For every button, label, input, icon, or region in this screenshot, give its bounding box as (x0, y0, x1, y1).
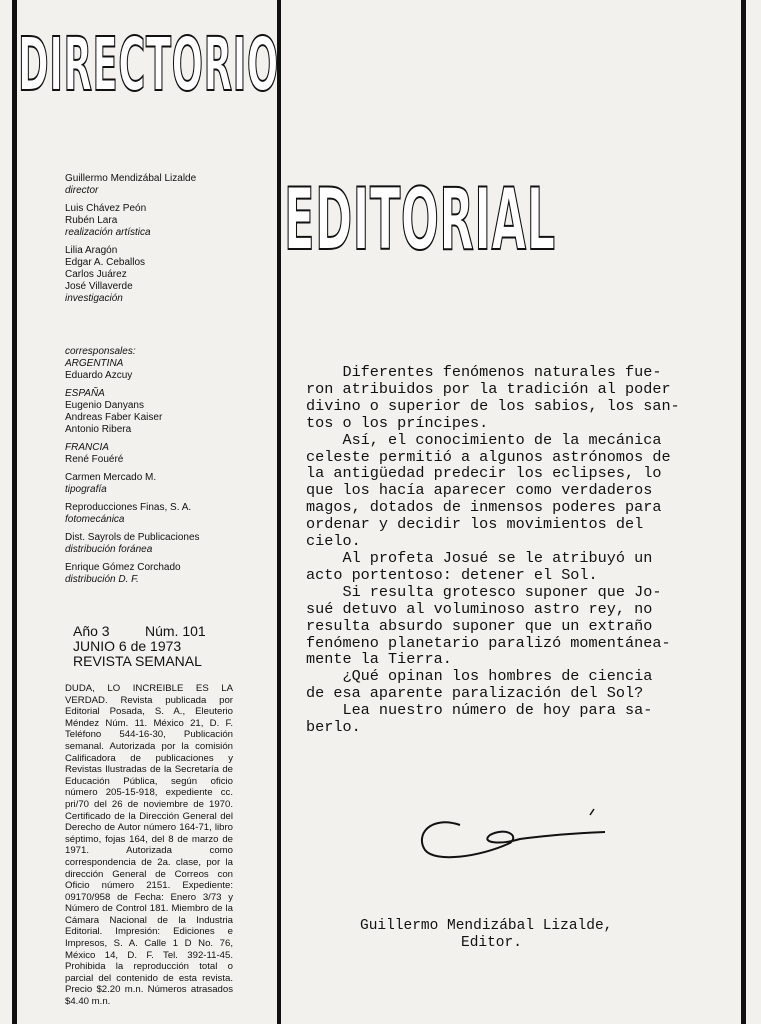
editorial-signoff (306, 918, 716, 952)
editorial-line: fenómeno planetario paralizó momentánea- (306, 633, 671, 652)
left-border-rule (12, 0, 17, 1024)
issue-type: REVISTA SEMANAL (73, 653, 202, 669)
staff-name: José Villaverde (65, 281, 133, 292)
correspondent-name: Andreas Faber Kaiser (65, 412, 163, 423)
editorial-line: cielo. (306, 532, 361, 551)
editorial-line: resulta absurdo suponer que un extraño (306, 616, 653, 635)
column-divider-rule (277, 0, 281, 1024)
staff-name: Edgar A. Ceballos (65, 257, 146, 268)
editorial-line: celeste permitió a algunos astrónomos de (306, 447, 671, 466)
staff-name: Carlos Juárez (65, 269, 127, 280)
editorial-line: que los hacía aparecer como verdaderos (306, 481, 653, 500)
correspondent-name: Eduardo Azcuy (65, 370, 133, 381)
editorial-line: acto portentoso: detener el Sol. (306, 565, 598, 584)
editor-signature (410, 805, 620, 865)
country-label: ARGENTINA (65, 358, 124, 369)
correspondent-name: René Fouéré (65, 454, 124, 465)
legal-notice (65, 683, 233, 1008)
country-label: ESPAÑA (65, 388, 105, 399)
staff-name: Rubén Lara (65, 215, 118, 226)
editorial-line: Si resulta grotesco suponer que Jo- (306, 582, 662, 601)
legal-text: Revista publicada por Editorial Posada, S. A., Eleuterio Méndez Núm. 11. México 21, D. F. Teléfono 544-16-30, Publicación semanal. Autorizada por la comisión Calificadora de publicaciones y Revistas Ilustradas de la Secretaría de Educación Pública, según oficio número 205-15-918, expediente cc. pri/70 del 26 de noviembre de 1970. Certificado de la Dirección General del Derecho de Autor número 164-71, libro séptimo, fojas 164, del 8 de marzo de 1971. Autorizada como correspondencia de 2a. clase, por la dirección General de Correos con Oficio número 2151. Expediente: 09170/958 de Fecha: Enero 3/73 y Número de Control 181. Miembro de la Cámara Nacional de la Industria Editorial. Impresión: Ediciones e Impresos, S. A. Calle 1 D No. 76, México 14, D. F. Tel. 392-11-45. Prohibida la reproducción total o parcial del contenido de esta revista. Precio $2.20 m.n. Números atrasados $4.40 m.n. (65, 694, 233, 1008)
staff-role: investigación (65, 293, 123, 304)
staff-group (65, 245, 235, 305)
credit-name: Carmen Mercado M. (65, 472, 157, 483)
signature-name: Guillermo Mendizábal Lizalde, (360, 918, 613, 934)
credit-role: fotomecánica (65, 514, 125, 525)
editorial-title: EDITORIAL (284, 170, 556, 270)
staff-name: Guillermo Mendizábal Lizalde (65, 173, 197, 184)
issue-info (73, 624, 206, 669)
credit-role: tipografía (65, 484, 107, 495)
editorial-line: Lea nuestro número de hoy para sa- (306, 701, 653, 720)
right-border-rule (741, 0, 746, 1024)
editorial-line: sué detuvo al voluminoso astro rey, no (306, 599, 653, 618)
editorial-line: berlo. (306, 718, 361, 737)
credit-role: distribución D. F. (65, 574, 139, 585)
editorial-body (306, 364, 716, 736)
editorial-line: la antigüedad predecir los eclipses, lo (306, 464, 662, 483)
staff-group (65, 203, 235, 239)
correspondents-label: corresponsales: (65, 346, 136, 357)
legal-heading: DUDA, LO INCREIBLE ES LA VERDAD. (65, 683, 233, 706)
editorial-line: Diferentes fenómenos naturales fue- (306, 363, 662, 381)
editorial-line: tos o los príncipes. (306, 413, 489, 432)
staff-name: Lilia Aragón (65, 245, 118, 256)
staff-name: Luis Chávez Peón (65, 203, 147, 214)
editorial-line: ron atribuidos por la tradición al poder (306, 379, 671, 398)
editorial-line: divino o superior de los sabios, los san- (306, 396, 680, 415)
staff-group (65, 173, 235, 197)
directorio-title: DIRECTORIO (18, 22, 279, 108)
staff-list (65, 173, 235, 311)
editorial-line: Al profeta Josué se le atribuyó un (306, 548, 653, 567)
staff-role: realización artística (65, 227, 151, 238)
issue-date: JUNIO 6 de 1973 (73, 638, 182, 654)
issue-number: Núm. 101 (145, 623, 206, 639)
credit-name: Reproducciones Finas, S. A. (65, 502, 192, 513)
editorial-line: magos, dotados de inmensos poderes para (306, 498, 662, 517)
editorial-line: mente la Tierra. (306, 650, 452, 669)
correspondent-name: Antonio Ribera (65, 424, 132, 435)
staff-role: director (65, 185, 99, 196)
country-label: FRANCIA (65, 442, 109, 453)
editorial-line: ordenar y decidir los movimientos del (306, 515, 644, 534)
editorial-line: de esa aparente paralización del Sol? (306, 684, 644, 703)
credit-role: distribución foránea (65, 544, 153, 555)
credit-name: Enrique Gómez Corchado (65, 562, 181, 573)
correspondents-list (65, 346, 235, 592)
issue-year: Año 3 (73, 623, 110, 639)
credit-name: Dist. Sayrols de Publicaciones (65, 532, 200, 543)
editorial-line: ¿Qué opinan los hombres de ciencia (306, 667, 653, 686)
signature-role: Editor. (461, 935, 522, 951)
editorial-line: Así, el conocimiento de la mecánica (306, 430, 662, 449)
correspondent-name: Eugenio Danyans (65, 400, 144, 411)
